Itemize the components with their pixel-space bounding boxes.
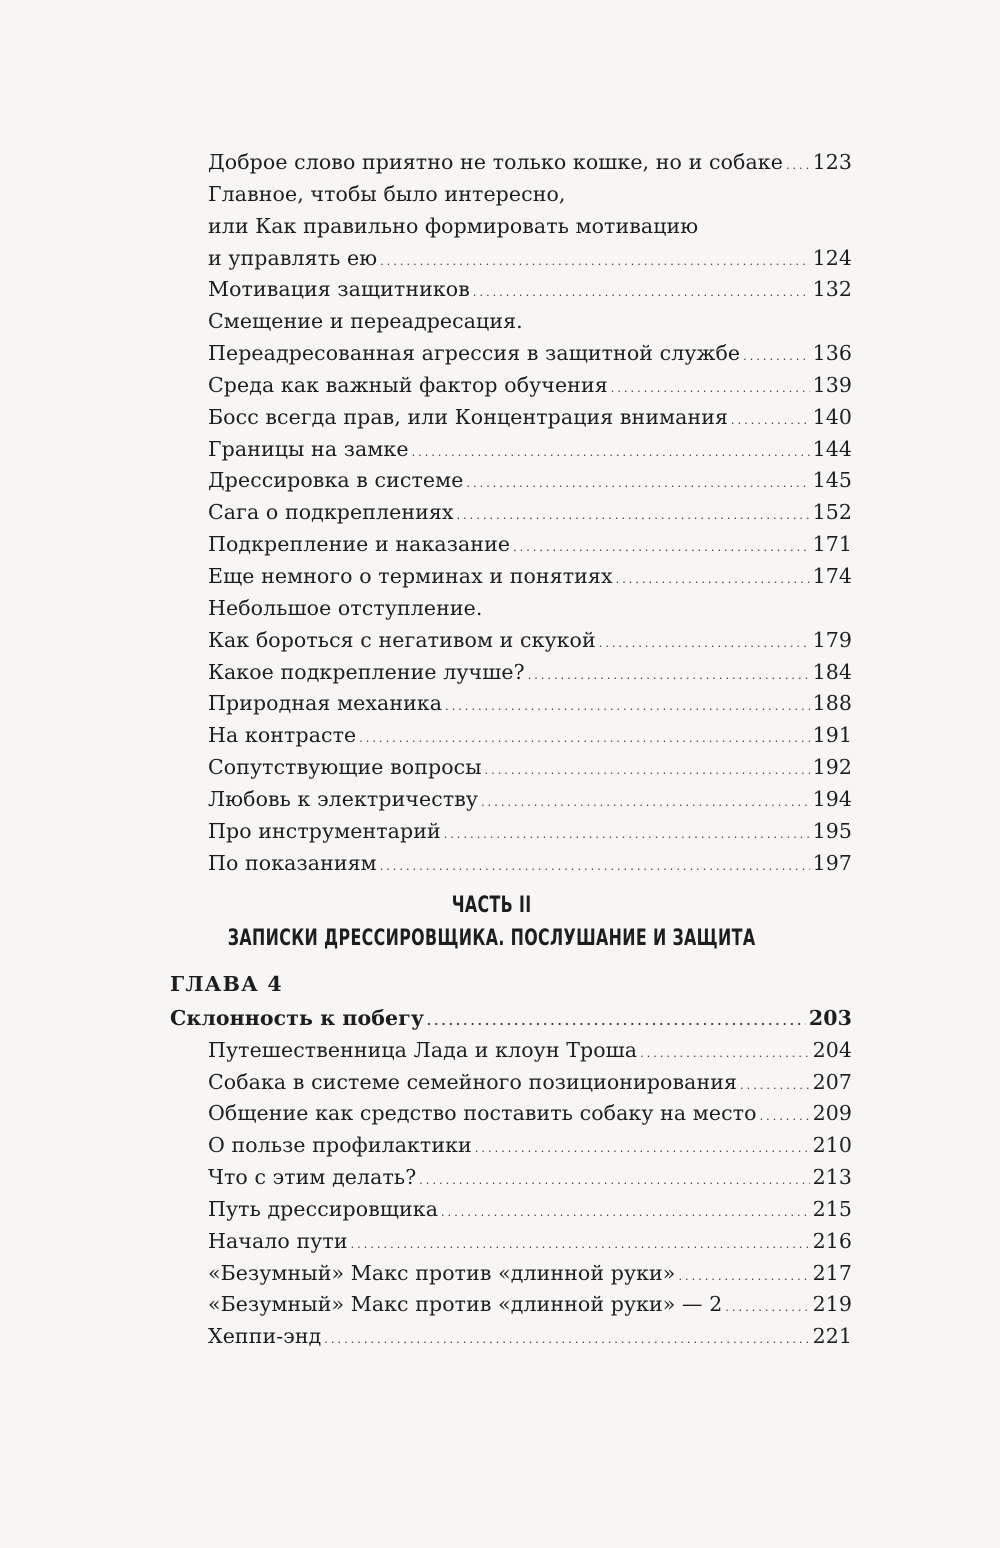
toc-entry[interactable] xyxy=(170,529,852,561)
toc-entry-title: Дрессировка в системе xyxy=(208,468,464,493)
toc-entry-page-number: 209 xyxy=(812,1101,852,1126)
toc-entry-title: «Безумный» Макс против «длинной руки» — 2 xyxy=(208,1292,723,1317)
toc-entry[interactable] xyxy=(170,720,852,752)
toc-entry-title: или Как правильно формировать мотивацию xyxy=(208,213,699,238)
toc-entry[interactable] xyxy=(170,1226,852,1258)
toc-entry xyxy=(170,593,852,625)
dot-leader xyxy=(640,1035,809,1070)
dot-leader xyxy=(457,497,810,532)
dot-leader xyxy=(475,1130,810,1165)
toc-entry-page-number: 179 xyxy=(812,627,852,652)
toc-entry-page-number: 213 xyxy=(812,1165,852,1190)
dot-leader xyxy=(351,1226,810,1261)
toc-entry[interactable] xyxy=(170,1321,852,1353)
toc-entry[interactable] xyxy=(170,1098,852,1130)
dot-leader xyxy=(466,465,809,500)
toc-entry[interactable] xyxy=(170,848,852,880)
toc-entry-page-number: 216 xyxy=(812,1228,852,1253)
dot-leader xyxy=(599,625,810,660)
toc-entry[interactable] xyxy=(170,465,852,497)
toc-entry-title: Про инструментарий xyxy=(208,818,441,843)
dot-leader xyxy=(445,688,809,723)
toc-entry-title: Мотивация защитников xyxy=(208,277,470,302)
chapter-title: Склонность к побегу xyxy=(170,1005,425,1030)
dot-leader xyxy=(760,1098,810,1133)
toc-entry-title: Собака в системе семейного позиционирования xyxy=(208,1069,738,1094)
toc-entry-title: Сопутствующие вопросы xyxy=(208,755,482,780)
toc-entry[interactable] xyxy=(170,243,852,275)
toc-entry[interactable] xyxy=(170,816,852,848)
toc-entry-title: О пользе профилактики xyxy=(208,1133,472,1158)
toc-entry-title: Еще немного о терминах и понятиях xyxy=(208,563,613,588)
toc-entry[interactable] xyxy=(170,147,852,179)
toc-entry[interactable] xyxy=(170,402,852,434)
toc-entry-title: Доброе слово приятно не только кошке, но и собаке xyxy=(208,150,783,174)
toc-entry-title: Как бороться с негативом и скукой xyxy=(208,627,596,652)
dot-leader xyxy=(380,243,809,278)
toc-entry-title: Путь дрессировщика xyxy=(208,1196,439,1221)
toc-entry[interactable] xyxy=(170,370,852,402)
toc-entry-page-number: 132 xyxy=(812,277,852,302)
toc-entry-page-number: 188 xyxy=(812,691,852,716)
toc-entry[interactable] xyxy=(170,497,852,529)
toc-entry xyxy=(170,211,852,243)
toc-entry-page-number: 194 xyxy=(812,786,852,811)
toc-entry-title: Природная механика xyxy=(208,691,443,716)
toc-entry-title: «Безумный» Макс против «длинной руки» xyxy=(208,1260,676,1285)
chapter-label: ГЛАВА 4 xyxy=(170,972,283,996)
dot-leader xyxy=(485,752,810,787)
part-label: ЧАСТЬ II xyxy=(451,893,532,918)
toc-entry[interactable] xyxy=(170,1035,852,1067)
toc-entry-title: и управлять ею xyxy=(208,245,378,270)
toc-entry[interactable] xyxy=(170,657,852,689)
dot-leader xyxy=(743,338,809,373)
toc-entry-title: Подкрепление и наказание xyxy=(208,532,511,557)
toc-entry-page-number: 144 xyxy=(812,436,852,461)
dot-leader xyxy=(611,370,810,405)
toc-entry-page-number: 184 xyxy=(812,659,852,684)
toc-entry-page-number: 139 xyxy=(812,372,852,397)
toc-entry-page-number: 219 xyxy=(812,1292,852,1317)
dot-leader xyxy=(412,434,810,469)
toc-entry-title: Главное, чтобы было интересно, xyxy=(208,181,566,206)
toc-list-chapter-4 xyxy=(170,971,852,1353)
toc-entry-title: Начало пути xyxy=(208,1228,348,1253)
toc-entry-page-number: 171 xyxy=(812,532,852,557)
toc-entry-page-number: 204 xyxy=(812,1037,852,1062)
toc-entry-page-number: 191 xyxy=(812,723,852,748)
toc-entry[interactable] xyxy=(170,1130,852,1162)
toc-entry-title: Смещение и переадресация. xyxy=(208,309,523,334)
toc-entry-page-number: 123 xyxy=(812,150,852,174)
dot-leader xyxy=(678,1258,809,1293)
toc-entry[interactable] xyxy=(170,1162,852,1194)
toc-entry xyxy=(170,179,852,211)
toc-entry-title: Путешественница Лада и клоун Троша xyxy=(208,1037,638,1062)
toc-entry[interactable] xyxy=(170,434,852,466)
toc-entry-page-number: 124 xyxy=(812,245,852,270)
toc-entry-title: Переадресованная агрессия в защитной службе xyxy=(208,341,741,366)
toc-entry-page-number: 210 xyxy=(812,1133,852,1158)
dot-leader xyxy=(740,1067,810,1102)
dot-leader xyxy=(513,529,810,564)
toc-entry-page-number: 174 xyxy=(812,563,852,588)
dot-leader xyxy=(324,1321,809,1356)
toc-entry[interactable] xyxy=(170,1067,852,1099)
toc-entry-page-number: 140 xyxy=(812,404,852,429)
toc-entry[interactable] xyxy=(170,625,852,657)
toc-entry[interactable] xyxy=(170,274,852,306)
toc-entry-title: Хеппи-энд xyxy=(208,1324,322,1349)
toc-entry[interactable] xyxy=(170,338,852,370)
dot-leader xyxy=(473,274,810,309)
toc-entry-title: Границы на замке xyxy=(208,436,409,461)
part-title: ЗАПИСКИ ДРЕССИРОВЩИКА. ПОСЛУШАНИЕ И ЗАЩИТА xyxy=(227,926,756,951)
toc-entry-title: Общение как средство поставить собаку на место xyxy=(208,1101,757,1126)
toc-entry[interactable] xyxy=(170,1194,852,1226)
toc-entry-title: Небольшое отступление. xyxy=(208,595,483,620)
toc-entry-title: На контрасте xyxy=(208,723,357,748)
dot-leader xyxy=(427,1003,806,1038)
dot-leader xyxy=(444,816,810,851)
dot-leader xyxy=(441,1194,810,1229)
dot-leader xyxy=(481,784,809,819)
toc-entry-page-number: 192 xyxy=(812,755,852,780)
dot-leader xyxy=(725,1289,809,1324)
toc-entry-title: Что с этим делать? xyxy=(208,1165,417,1190)
dot-leader xyxy=(359,720,809,755)
toc-entry[interactable] xyxy=(170,784,852,816)
dot-leader xyxy=(380,848,810,883)
chapter-title-entry[interactable] xyxy=(170,1003,852,1035)
toc-list-part-1 xyxy=(170,147,852,879)
dot-leader xyxy=(528,657,810,692)
toc-entry-title: По показаниям xyxy=(208,850,377,875)
toc-entry-page-number: 207 xyxy=(812,1069,852,1094)
toc-entry-page-number: 217 xyxy=(812,1260,852,1285)
toc-entry-page-number: 195 xyxy=(812,818,852,843)
toc-entry-title: Среда как важный фактор обучения xyxy=(208,372,608,397)
toc-entry-page-number: 136 xyxy=(812,341,852,366)
toc-entry[interactable] xyxy=(170,752,852,784)
toc-entry[interactable] xyxy=(170,561,852,593)
dot-leader xyxy=(616,561,810,596)
toc-entry-page-number: 221 xyxy=(812,1324,852,1349)
toc-entry-page-number: 152 xyxy=(812,500,852,525)
chapter-page-number: 203 xyxy=(808,1005,852,1030)
toc-entry-title: Любовь к электричеству xyxy=(208,786,479,811)
toc-entry-page-number: 215 xyxy=(812,1196,852,1221)
toc-entry-page-number: 145 xyxy=(812,468,852,493)
toc-entry[interactable] xyxy=(170,1289,852,1321)
toc-entry-title: Босс всегда прав, или Концентрация внимания xyxy=(208,404,729,429)
dot-leader xyxy=(731,402,810,437)
dot-leader xyxy=(419,1162,809,1197)
toc-entry-page-number: 197 xyxy=(812,850,852,875)
toc-entry-title: Какое подкрепление лучше? xyxy=(208,659,525,684)
dot-leader xyxy=(786,147,810,182)
toc-entry[interactable] xyxy=(170,688,852,720)
toc-entry xyxy=(170,306,852,338)
toc-entry-title: Сага о подкреплениях xyxy=(208,500,454,525)
toc-entry[interactable] xyxy=(170,1258,852,1290)
